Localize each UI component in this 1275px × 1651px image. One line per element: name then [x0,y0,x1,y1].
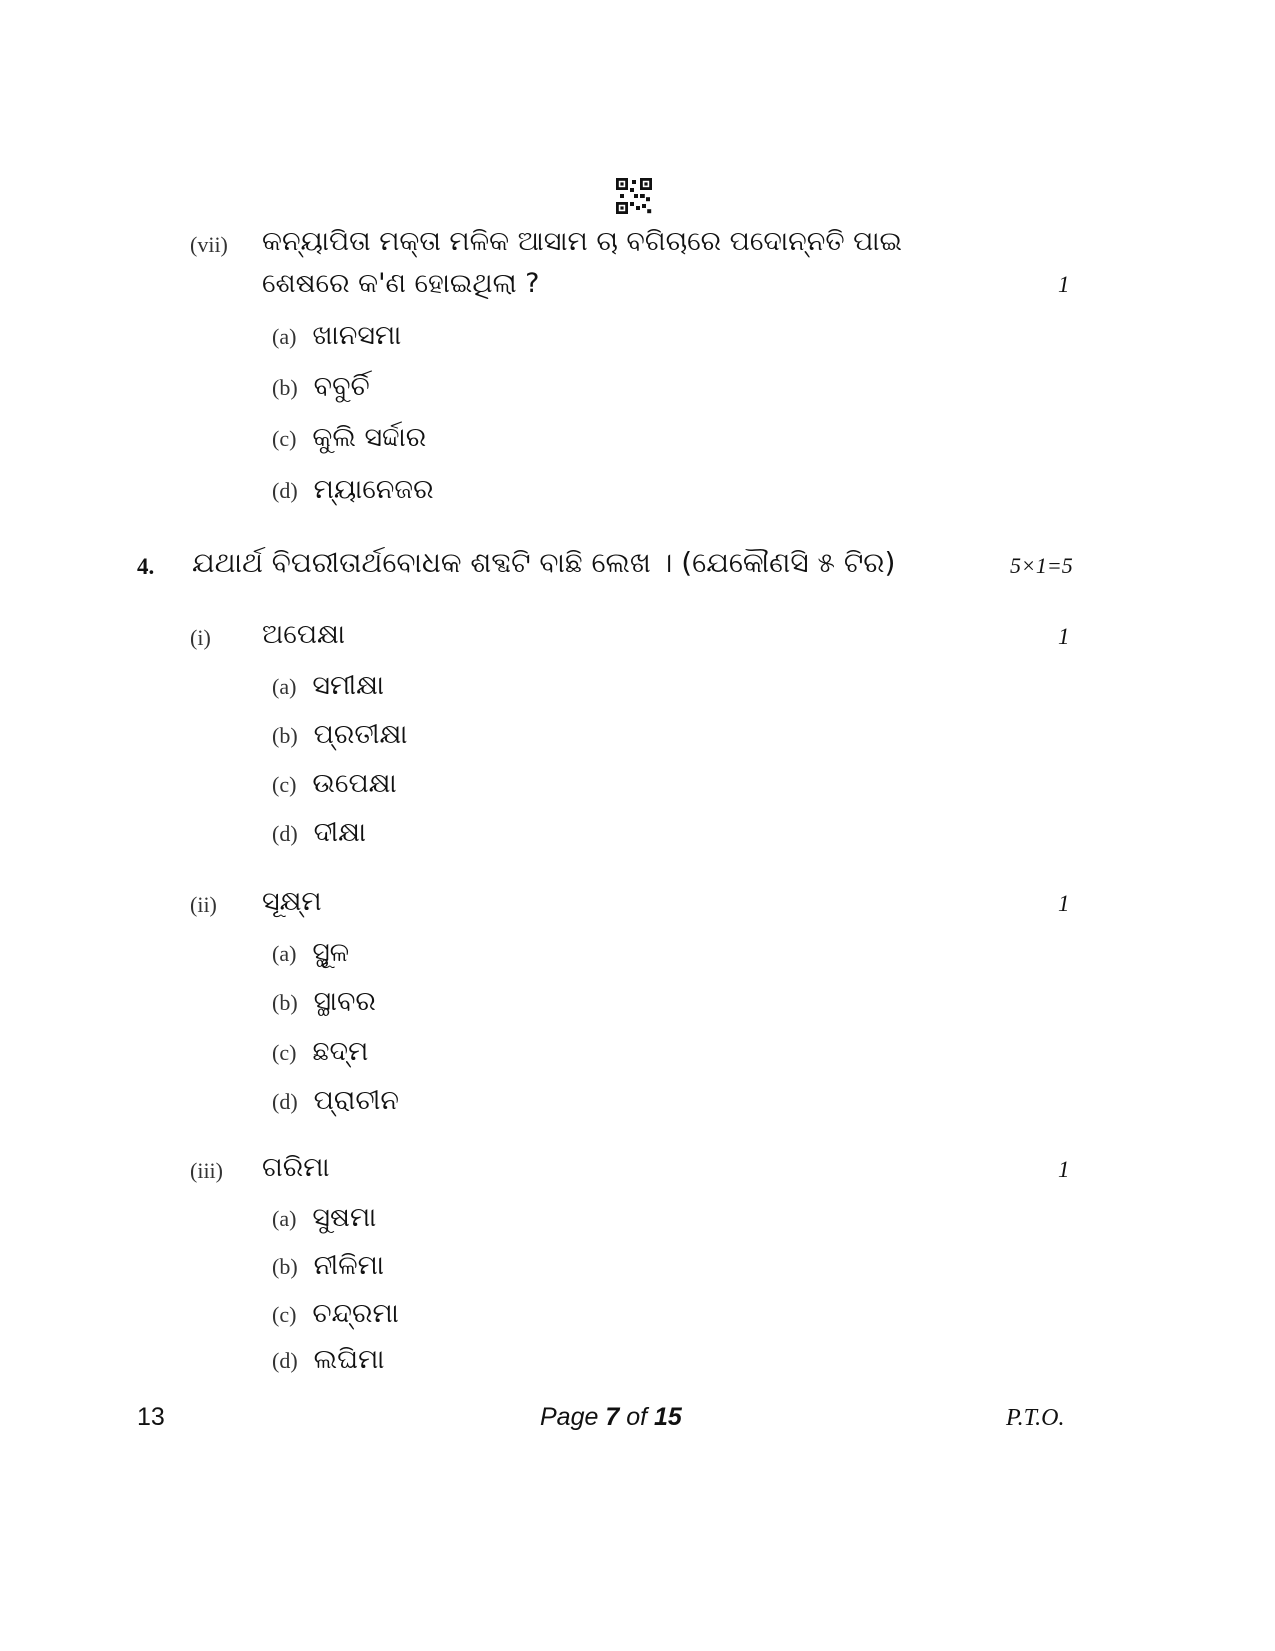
question-4-marks: 5×1=5 [1010,553,1073,578]
option-4i-a [272,670,384,702]
option-text: ସ୍ଥୂଳ [312,937,350,968]
option-text: ନୀଳିମା [313,1250,384,1281]
question-4ii-number: (ii) [190,892,217,917]
option-letter: (a) [272,1206,297,1231]
option-letter: (a) [272,324,297,349]
paper-code: 13 [137,1403,165,1431]
question-4iii-word: ଗରିମା [262,1152,330,1183]
page-prefix: Page [540,1403,606,1431]
option-text: ଚନ୍ଦ୍ରମା [312,1298,399,1329]
option-vii-b [272,371,370,403]
option-4i-d [272,817,366,849]
option-text: ଲଘିମା [313,1344,385,1375]
option-vii-c [272,422,426,454]
question-vii-text-line2: ଶେଷରେ କ'ଣ ହୋଇଥିଲା ? [262,268,540,299]
option-vii-d [272,474,434,506]
question-4i-word: ଅପେକ୍ଷା [262,619,345,650]
option-4ii-a [272,937,349,969]
page-number [540,1403,682,1432]
option-4i-c [272,768,397,800]
option-letter: (b) [272,990,298,1015]
question-4ii-word: ସୂକ୍ଷ୍ମ [262,886,322,917]
option-4iii-a [272,1202,376,1234]
option-4iii-b [272,1250,384,1282]
question-4iii-number: (iii) [190,1158,223,1183]
qr-code-icon [616,178,652,214]
question-vii-text-line1: କନ୍ୟାପିତା ମକ୍ତା ମଳିକ ଆସାମ ଚା ବଗିଚାରେ ପଦୋନ୍ନତି ପାଇ [262,226,902,257]
question-4-number: 4. [137,554,155,579]
option-4ii-c [272,1036,368,1068]
option-letter: (a) [272,941,297,966]
option-text: ପ୍ରତୀକ୍ଷା [313,719,408,750]
page-current: 7 [605,1403,620,1431]
option-letter: (b) [272,723,298,748]
pto-label: P.T.O. [1006,1405,1065,1431]
question-4i-mark: 1 [1058,624,1070,649]
option-text: ମ୍ୟାନେଜର [313,474,434,505]
option-letter: (d) [272,1089,298,1114]
question-vii-number: (vii) [190,232,228,257]
option-letter: (c) [272,772,297,797]
page-of: of [619,1403,654,1431]
question-vii-mark: 1 [1058,272,1070,297]
option-letter: (d) [272,1348,298,1373]
option-text: ସୁଷମା [312,1202,377,1233]
option-letter: (c) [272,426,297,451]
question-4iii-mark: 1 [1058,1157,1070,1182]
option-letter: (c) [272,1040,297,1065]
option-4ii-d [272,1085,399,1117]
option-text: ଉପେକ୍ଷା [312,768,397,799]
option-4iii-d [272,1344,384,1376]
option-4i-b [272,719,407,751]
page-total: 15 [654,1403,682,1431]
option-vii-a [272,320,401,352]
option-letter: (d) [272,478,298,503]
option-4ii-b [272,986,376,1018]
option-text: ସ୍ଥାବର [313,986,376,1017]
option-text: ପ୍ରାଚୀନ [313,1085,400,1116]
option-text: ଦୀକ୍ଷା [313,817,367,848]
option-text: ଖାନସମା [312,320,402,351]
question-4i-number: (i) [190,625,211,650]
option-text: ଛଦ୍ମ [312,1036,369,1067]
question-4-text: ଯଥାର୍ଥ ବିପରୀତାର୍ଥବୋଧକ ଶବ୍ଦଟି ବାଛି ଲେଖ । (ଯେକୌଣସି ୫ ଟିର) [192,546,896,579]
question-4ii-mark: 1 [1058,891,1070,916]
option-letter: (b) [272,1254,298,1279]
option-4iii-c [272,1298,399,1330]
option-letter: (a) [272,674,297,699]
option-letter: (c) [272,1302,297,1327]
option-text: କୁଲି ସର୍ଦ୍ଦାର [312,422,427,453]
option-letter: (d) [272,821,298,846]
option-text: ସମୀକ୍ଷା [312,670,385,701]
option-letter: (b) [272,375,298,400]
option-text: ବବୁର୍ଚି [313,371,370,402]
